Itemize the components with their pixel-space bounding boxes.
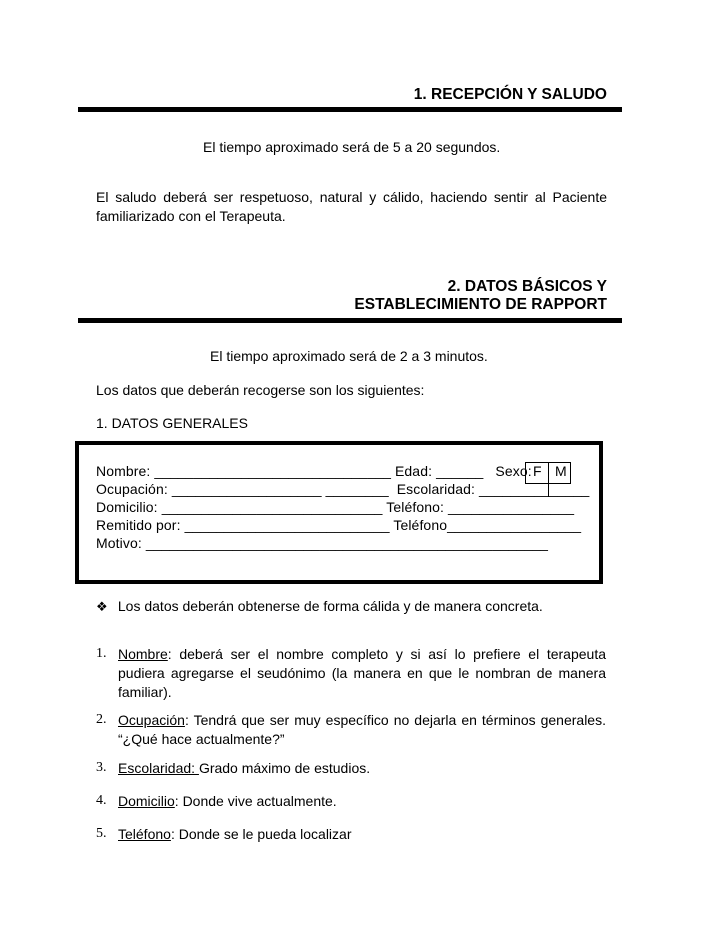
list-item-text: : Donde vive actualmente. xyxy=(174,793,337,809)
section-2-intro: Los datos que deberán recogerse son los siguientes: xyxy=(96,382,425,398)
form-row-motivo xyxy=(96,535,548,551)
section-2-title-line-1: 2. DATOS BÁSICOS Y xyxy=(447,278,607,295)
list-item-text: : deberá ser el nombre completo y si así lo prefiere el terapeuta pudiera agregarse el seudónimo (la manera en que le nombran de manera familiar). xyxy=(118,646,606,700)
nombre-label: Nombre: xyxy=(96,463,151,479)
telefono-2-label: Teléfono xyxy=(393,517,448,533)
list-item-term: Teléfono xyxy=(118,826,171,842)
datos-generales-heading: 1. DATOS GENERALES xyxy=(96,415,248,431)
escolaridad-field[interactable]: ______________ xyxy=(478,481,590,497)
domicilio-field[interactable]: ____________________________ xyxy=(161,499,383,515)
form-row-domicilio xyxy=(96,499,574,515)
domicilio-label: Domicilio: xyxy=(96,499,158,515)
motivo-label: Motivo: xyxy=(96,535,142,551)
section-1-title: 1. RECEPCIÓN Y SALUDO xyxy=(413,86,607,103)
list-item-term: Nombre xyxy=(118,646,168,662)
edad-label: Edad: xyxy=(394,463,433,479)
escolaridad-label: Escolaridad: xyxy=(396,481,475,497)
list-item xyxy=(96,792,606,810)
list-item-number: 3. xyxy=(96,760,107,775)
remitido-field[interactable]: __________________________ xyxy=(184,517,390,533)
list-item-term: Ocupación xyxy=(118,712,185,728)
list-item-text: : Tendrá que ser muy específico no dejarla en términos generales. “¿Qué hace actualmente?” xyxy=(118,712,606,747)
form-row-ocupacion xyxy=(96,481,589,497)
sexo-f-option[interactable]: F xyxy=(533,463,542,479)
section-1-time-note: El tiempo aproximado será de 5 a 20 segundos. xyxy=(203,139,501,155)
form-row-remitido xyxy=(96,517,581,533)
list-item-number: 5. xyxy=(96,826,107,841)
telefono-label: Teléfono: xyxy=(386,499,444,515)
sexo-m-option[interactable]: M xyxy=(555,463,567,479)
list-item-term: Escolaridad: xyxy=(118,760,199,776)
section-2-rule xyxy=(78,318,622,323)
list-item xyxy=(96,645,606,702)
bullet-note-text: Los datos deberán obtenerse de forma cálida y de manera concreta. xyxy=(117,598,543,614)
list-item xyxy=(96,825,606,843)
telefono-2-field[interactable]: _________________ xyxy=(447,517,582,533)
list-item-text: Grado máximo de estudios. xyxy=(198,760,371,776)
remitido-label: Remitido por: xyxy=(96,517,181,533)
section-1-rule xyxy=(78,107,622,112)
section-2-title-line-2: ESTABLECIMIENTO DE RAPPORT xyxy=(354,296,607,313)
sexo-label: Sexo: xyxy=(495,463,532,479)
motivo-field[interactable]: ___________________________________________________ xyxy=(145,535,549,551)
nombre-field[interactable]: ______________________________ xyxy=(154,463,391,479)
list-item xyxy=(96,759,606,777)
section-1-paragraph: El saludo deberá ser respetuoso, natural y cálido, haciendo sentir al Paciente familiarizado con el Terapeuta. xyxy=(96,189,607,224)
list-item xyxy=(96,711,606,749)
ocupacion-field[interactable]: ___________________ ________ xyxy=(171,481,389,497)
list-item-term: Domicilio xyxy=(118,793,175,809)
diamond-bullet-icon: ❖ xyxy=(96,599,108,614)
list-item-text: : Donde se le pueda localizar xyxy=(170,826,352,842)
telefono-field[interactable]: ________________ xyxy=(447,499,575,515)
section-2-time-note: El tiempo aproximado será de 2 a 3 minutos. xyxy=(210,348,488,364)
ocupacion-label: Ocupación: xyxy=(96,481,168,497)
form-row-nombre xyxy=(96,463,532,479)
bullet-note xyxy=(96,597,543,616)
list-item-number: 1. xyxy=(96,646,107,661)
list-item-number: 2. xyxy=(96,712,107,727)
list-item-number: 4. xyxy=(96,793,107,808)
edad-field[interactable]: ______ xyxy=(436,463,484,479)
